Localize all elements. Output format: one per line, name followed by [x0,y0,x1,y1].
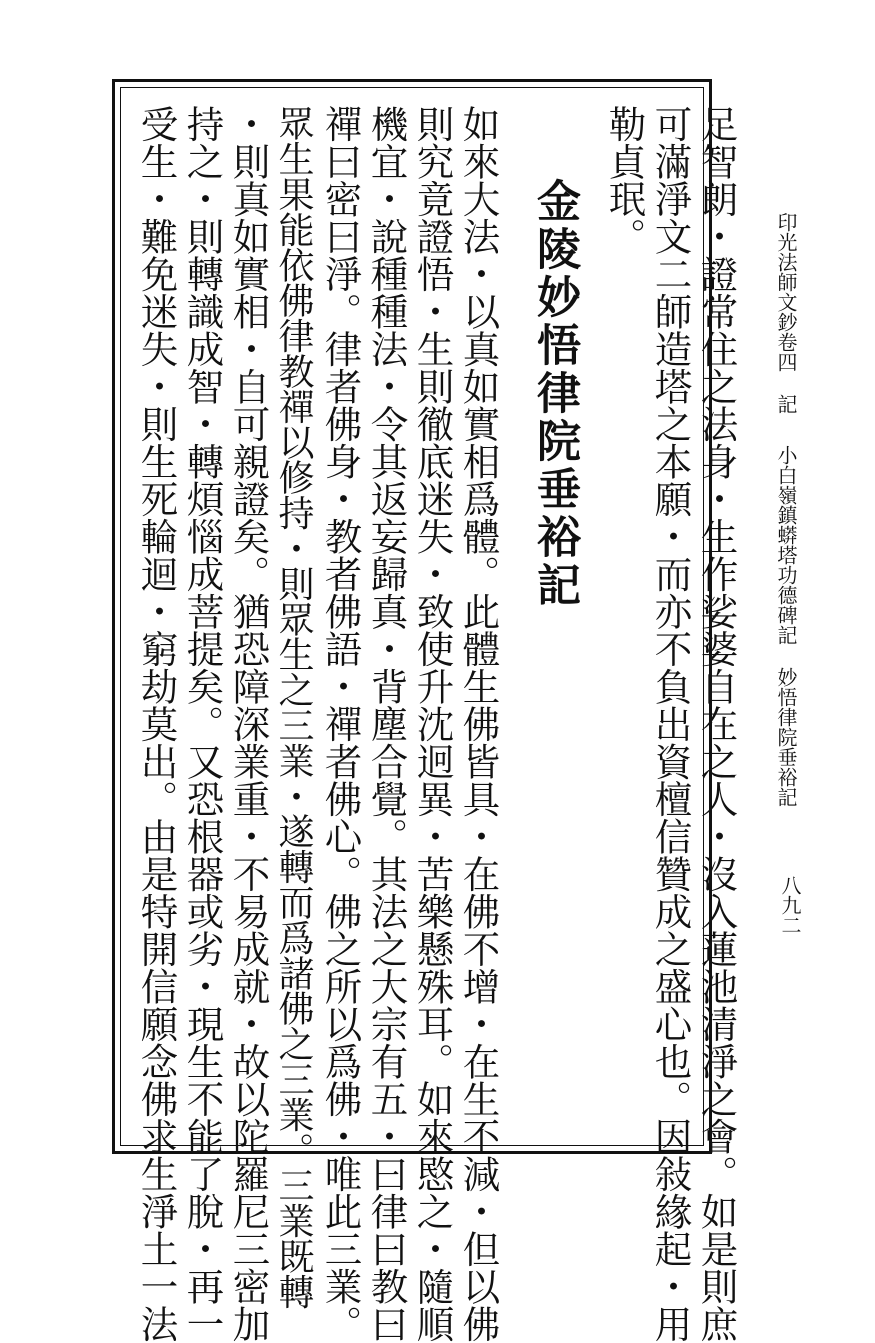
book-title: 印光法師文鈔卷四 [774,212,798,372]
text-column: ・則真如實相・自可親證矣。猶恐障深業重・不易成就・故以陀羅尼三密加 [226,105,271,1343]
subtitle-2: 妙悟律院垂裕記 [774,667,798,807]
article-title: 金陵妙悟律院垂裕記 [529,178,580,610]
subtitle-1: 小白嶺鎮蟒塔功德碑記 [774,445,798,645]
text-column: 受生・難免迷失・則生死輪迴・窮劫莫出。由是特開信願念佛求生淨土一法 [134,105,179,1343]
text-column: 足智朗・證常住之法身・生作娑婆自在之人・沒入蓮池清淨之會。如是則庶 [694,105,739,1343]
running-subtitle [776,445,796,807]
text-column: 則究竟證悟・生則徹底迷失・致使升沈迥異・苦樂懸殊耳。如來愍之・隨順 [410,105,455,1343]
running-header [776,212,796,414]
text-column: 持之・則轉識成智・轉煩惱成菩提矣。又恐根器或劣・現生不能了脫・再一 [180,105,225,1343]
section-label: 記 [774,394,798,414]
text-column: 可滿淨文二師造塔之本願・而亦不負出資檀信贊成之盛心也。因敍緣起・用 [648,105,693,1343]
page-number: 八九二 [778,875,802,935]
text-column: 如來大法・以真如實相爲體。此體生佛皆具・在佛不增・在生不減・但以佛 [456,105,501,1343]
text-column: 機宜・說種種法・令其返妄歸真・背塵合覺。其法之大宗有五・曰律曰教曰 [364,105,409,1343]
text-column: 眾生果能依佛律教禪以修持・則眾生之三業・遂轉而爲諸佛之三業。三業既轉 [273,105,314,1309]
text-column: 勒貞珉。 [602,105,647,255]
text-column: 禪曰密曰淨。律者佛身・教者佛語・禪者佛心。佛之所以爲佛・唯此三業。 [318,105,363,1343]
